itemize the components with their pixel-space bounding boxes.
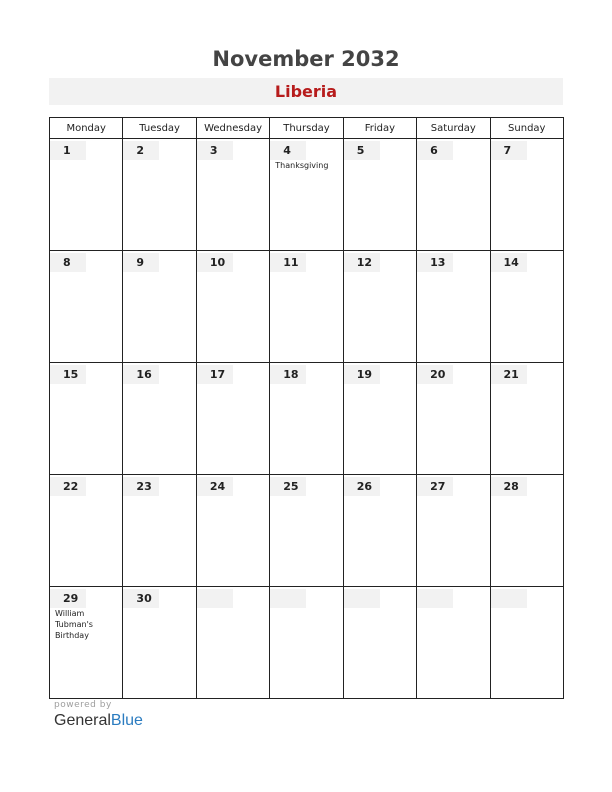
day-cell [417,139,490,251]
day-cell [343,251,416,363]
day-number: 20 [417,365,453,384]
day-cell [50,475,123,587]
day-number: 23 [123,477,159,496]
day-number: 3 [197,141,233,160]
day-cell [270,587,343,699]
day-number [417,589,453,608]
day-number: 16 [123,365,159,384]
day-cell [196,251,269,363]
day-number: 8 [50,253,86,272]
day-number: 30 [123,589,159,608]
powered-by-text: powered by [54,700,112,710]
day-cell [123,363,196,475]
week-row [50,363,564,475]
weekday-thursday: Thursday [270,118,343,139]
day-cell [123,475,196,587]
day-cell [490,475,563,587]
day-number: 26 [344,477,380,496]
country-name: Liberia [274,82,338,101]
day-cell [417,363,490,475]
day-number: 7 [491,141,527,160]
day-cell [50,139,123,251]
day-cell [196,363,269,475]
day-cell [196,139,269,251]
week-row [50,251,564,363]
day-number [344,589,380,608]
day-number: 12 [344,253,380,272]
day-cell [490,363,563,475]
week-row [50,475,564,587]
day-cell [490,587,563,699]
day-cell [417,475,490,587]
day-cell [50,251,123,363]
brand-general: General [54,712,111,729]
day-cell [343,475,416,587]
day-number: 10 [197,253,233,272]
day-cell [123,587,196,699]
weekday-header-row [50,118,564,139]
generalblue-logo [54,712,143,730]
day-cell [50,587,123,699]
day-number: 11 [270,253,306,272]
day-number: 27 [417,477,453,496]
day-cell [490,139,563,251]
day-cell [196,475,269,587]
day-cell [270,139,343,251]
day-number [197,589,233,608]
day-number: 28 [491,477,527,496]
day-cell [343,139,416,251]
calendar-grid [49,117,564,699]
footer-branding [54,700,143,730]
week-row [50,587,564,699]
weekday-tuesday: Tuesday [123,118,196,139]
day-number: 18 [270,365,306,384]
weekday-sunday: Sunday [490,118,563,139]
country-banner [49,78,563,105]
day-cell [343,363,416,475]
day-cell [196,587,269,699]
day-cell [123,139,196,251]
day-number: 25 [270,477,306,496]
weekday-saturday: Saturday [417,118,490,139]
day-number: 24 [197,477,233,496]
day-number: 15 [50,365,86,384]
day-number: 19 [344,365,380,384]
day-number: 9 [123,253,159,272]
day-cell [417,251,490,363]
day-number [491,589,527,608]
day-number: 2 [123,141,159,160]
weekday-friday: Friday [343,118,416,139]
day-cell [343,587,416,699]
day-number: 29 [50,589,86,608]
day-cell [417,587,490,699]
weekday-monday: Monday [50,118,123,139]
day-cell [270,363,343,475]
day-number: 13 [417,253,453,272]
day-number: 4 [270,141,306,160]
day-number: 22 [50,477,86,496]
weekday-wednesday: Wednesday [196,118,269,139]
day-cell [50,363,123,475]
day-number: 1 [50,141,86,160]
day-cell [123,251,196,363]
holiday-label: William Tubman's Birthday [55,609,93,640]
page-title: November 2032 [212,47,400,71]
day-cell [270,475,343,587]
week-row [50,139,564,251]
day-number: 5 [344,141,380,160]
day-number: 17 [197,365,233,384]
day-number [270,589,306,608]
day-cell [270,251,343,363]
day-number: 21 [491,365,527,384]
day-number: 6 [417,141,453,160]
holiday-label: Thanksgiving [275,161,329,170]
brand-blue: Blue [110,712,143,729]
day-number: 14 [491,253,527,272]
day-cell [490,251,563,363]
